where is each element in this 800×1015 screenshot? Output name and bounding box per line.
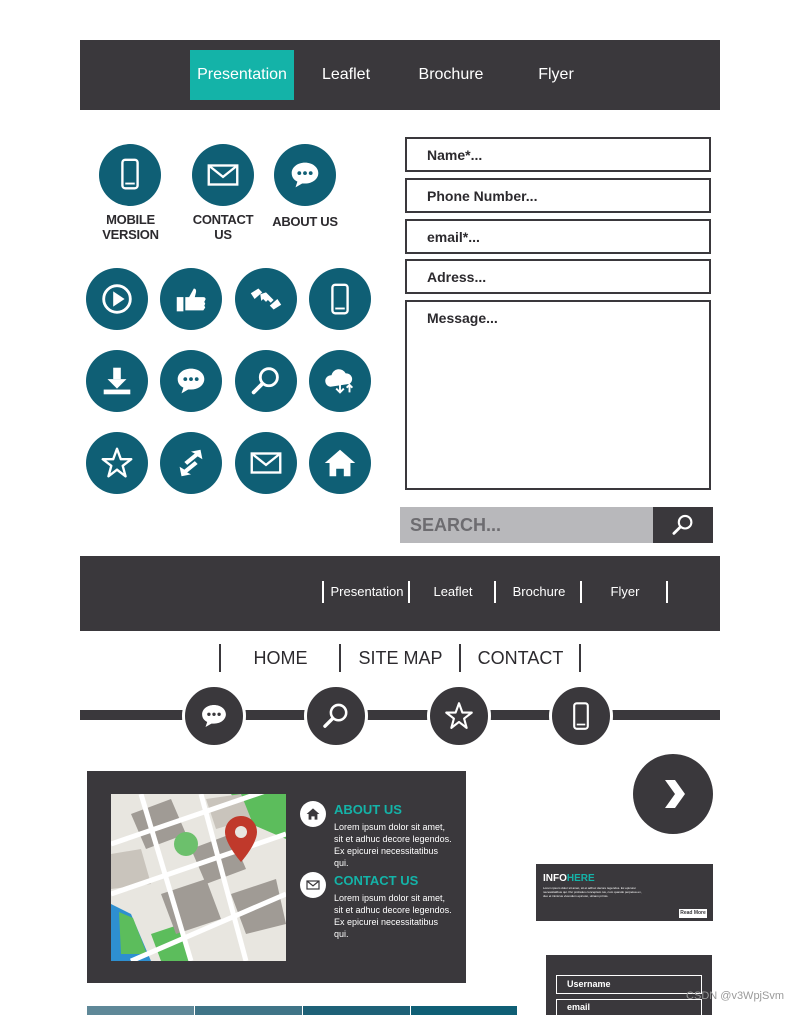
nav-divider [580, 581, 582, 603]
grid-mobile[interactable] [309, 268, 371, 330]
bottom-strip [87, 1006, 517, 1015]
secondary-nav [80, 556, 720, 631]
grid-thumbs-up[interactable] [160, 268, 222, 330]
grid-cloud[interactable] [309, 350, 371, 412]
contact-title: CONTACT US [334, 873, 419, 888]
thumbs-up-icon [172, 280, 210, 318]
cloud-icon [321, 362, 359, 400]
download-icon [98, 362, 136, 400]
star-icon [98, 444, 136, 482]
nav-divider [408, 581, 410, 603]
search-icon [669, 511, 697, 539]
grid-handshake[interactable] [235, 268, 297, 330]
nav2-flyer[interactable]: Flyer [610, 584, 640, 599]
nav-divider [339, 644, 341, 672]
read-more-button[interactable]: Read More [680, 910, 706, 916]
chat-icon [286, 156, 324, 194]
tab-leaflet[interactable]: Leaflet [321, 66, 371, 83]
nav2-leaflet[interactable]: Leaflet [433, 584, 473, 599]
search-input[interactable]: SEARCH... [400, 507, 653, 543]
email-field[interactable]: email*... [405, 219, 711, 254]
mail-icon [305, 877, 321, 893]
home-icon [321, 444, 359, 482]
strip-segment [303, 1006, 410, 1015]
strip-segment [87, 1006, 194, 1015]
nav-divider [579, 644, 581, 672]
mobile-icon [321, 280, 359, 318]
search-icon [247, 362, 285, 400]
mobile-version-label: MOBILE VERSION [102, 212, 159, 242]
timeline-step-search[interactable] [304, 684, 368, 748]
timeline-track [80, 710, 720, 720]
mail-icon [204, 156, 242, 194]
mobile-icon [564, 699, 598, 733]
home-icon [305, 806, 321, 822]
phone-field[interactable]: Phone Number... [405, 178, 711, 213]
star-icon [442, 699, 476, 733]
message-field[interactable]: Message... [405, 300, 711, 490]
map-image[interactable] [111, 794, 286, 961]
contact-us-label: CONTACT US [192, 212, 254, 242]
nav3-home[interactable]: HOME [253, 648, 308, 668]
nav-divider [666, 581, 668, 603]
info-box [536, 864, 713, 921]
login-box [546, 955, 712, 1015]
grid-search[interactable] [235, 350, 297, 412]
username-field[interactable]: Username [556, 975, 702, 994]
mail-badge [300, 872, 326, 898]
search-icon [319, 699, 353, 733]
info-title-b: HERE [566, 873, 595, 884]
address-field[interactable]: Adress... [405, 259, 711, 294]
grid-star[interactable] [86, 432, 148, 494]
login-email-field[interactable]: email [556, 999, 702, 1015]
nav-divider [322, 581, 324, 603]
contact-text: Lorem ipsum dolor sit amet, sit et adhuc decore legendos. Ex epicurei necessitatibus qui. [334, 893, 452, 939]
about-us-button[interactable] [274, 144, 336, 206]
nav-divider [459, 644, 461, 672]
grid-chat[interactable] [160, 350, 222, 412]
home-badge [300, 801, 326, 827]
chat-icon [172, 362, 210, 400]
strip-segment [195, 1006, 302, 1015]
grid-download[interactable] [86, 350, 148, 412]
mobile-icon [111, 156, 149, 194]
info-title [543, 873, 595, 884]
timeline-step-star[interactable] [427, 684, 491, 748]
grid-mail[interactable] [235, 432, 297, 494]
tab-presentation[interactable]: Presentation [190, 50, 294, 100]
mobile-version-button[interactable] [99, 144, 161, 206]
name-field[interactable]: Name*... [405, 137, 711, 172]
timeline-step-chat[interactable] [182, 684, 246, 748]
refresh-icon [172, 444, 210, 482]
play-icon [98, 280, 136, 318]
timeline-step-mobile[interactable] [549, 684, 613, 748]
grid-play[interactable] [86, 268, 148, 330]
nav-divider [494, 581, 496, 603]
mail-icon [247, 444, 285, 482]
chevron-right-icon [653, 774, 693, 814]
nav3-site-map[interactable]: SITE MAP [358, 648, 443, 668]
strip-segment [411, 1006, 517, 1015]
about-text: Lorem ipsum dolor sit amet, sit et adhuc decore legendos. Ex epicurei necessitatibus qui. [334, 822, 452, 868]
tab-flyer[interactable]: Flyer [538, 66, 574, 83]
nav2-presentation[interactable]: Presentation [330, 584, 404, 599]
about-us-label: ABOUT US [272, 214, 338, 229]
nav3-contact[interactable]: CONTACT [477, 648, 564, 668]
top-nav [80, 40, 720, 110]
info-text: Lorem ipsum dolor sit amet, sit et adhuc decore legendos. Ex epicurei necessitatibus qui. Per probatus conceptam ius, cum quando perpetua ex, duo et inimicus vivendum epicurei, utinam primis. [543, 886, 642, 898]
watermark: CSDN @v3WpjSvm [686, 990, 784, 1002]
next-button[interactable] [633, 754, 713, 834]
nav2-brochure[interactable]: Brochure [512, 584, 566, 599]
contact-us-button[interactable] [192, 144, 254, 206]
tab-brochure[interactable]: Brochure [418, 66, 484, 83]
search-bar [400, 507, 713, 543]
map-card [87, 771, 466, 983]
grid-refresh[interactable] [160, 432, 222, 494]
search-button[interactable] [653, 507, 713, 543]
nav-divider [219, 644, 221, 672]
about-title: ABOUT US [334, 802, 402, 817]
handshake-icon [247, 280, 285, 318]
info-title-a: INFO [543, 873, 567, 884]
chat-icon [197, 699, 231, 733]
grid-home[interactable] [309, 432, 371, 494]
